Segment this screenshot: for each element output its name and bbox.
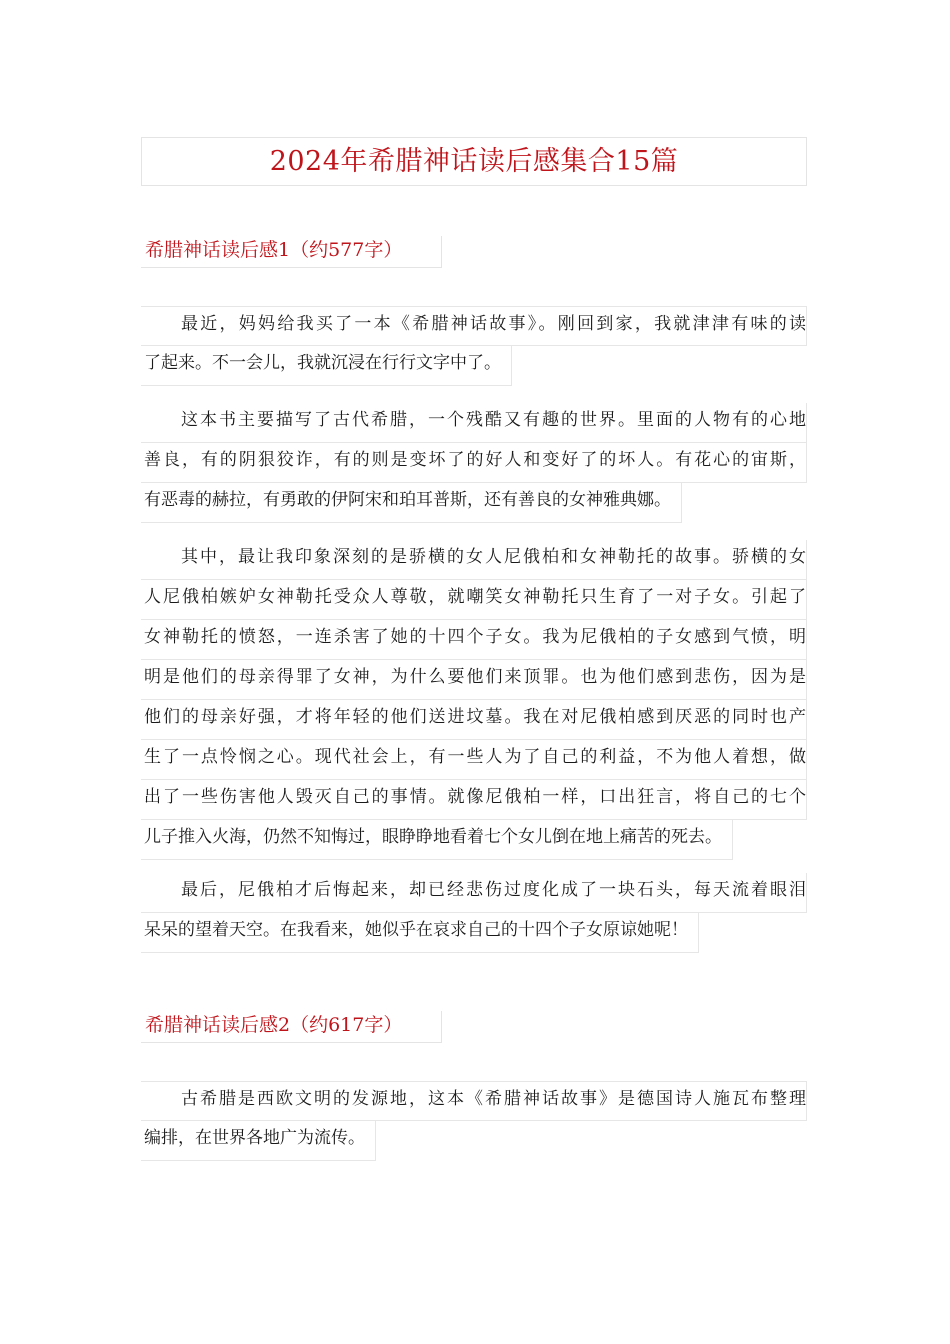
text-line: 最后，尼俄柏才后悔起来，却已经悲伤过度化成了一块石头，每天流着眼泪: [141, 873, 807, 913]
text-line: 最近，妈妈给我买了一本《希腊神话故事》。刚回到家，我就津津有味的读: [141, 306, 807, 346]
section-heading-2: 希腊神话读后感2（约617字）: [141, 1011, 442, 1043]
text-line: 有恶毒的赫拉，有勇敢的伊阿宋和珀耳普斯，还有善良的女神雅典娜。: [141, 483, 682, 523]
text-line: 人尼俄柏嫉妒女神勒托受众人尊敬，就嘲笑女神勒托只生育了一对子女。引起了: [141, 580, 807, 620]
paragraph: [141, 873, 807, 958]
paragraph: [141, 403, 807, 528]
text-line: 出了一些伤害他人毁灭自己的事情。就像尼俄柏一样，口出狂言，将自己的七个: [141, 780, 807, 820]
text-line: 古希腊是西欧文明的发源地，这本《希腊神话故事》是德国诗人施瓦布整理: [141, 1081, 807, 1121]
text-line: 这本书主要描写了古代希腊，一个残酷又有趣的世界。里面的人物有的心地: [141, 403, 807, 443]
text-line: 儿子推入火海，仍然不知悔过，眼睁睁地看着七个女儿倒在地上痛苦的死去。: [141, 820, 733, 860]
text-line: 善良，有的阴狠狡诈，有的则是变坏了的好人和变好了的坏人。有花心的宙斯，: [141, 443, 807, 483]
paragraph: [141, 1081, 807, 1166]
paragraph: [141, 306, 807, 391]
text-line: 编排，在世界各地广为流传。: [141, 1121, 376, 1161]
document-title: 2024年希腊神话读后感集合15篇: [269, 146, 679, 177]
text-line: 生了一点怜悯之心。现代社会上，有一些人为了自己的利益，不为他人着想，做: [141, 740, 807, 780]
text-line: 女神勒托的愤怒，一连杀害了她的十四个子女。我为尼俄柏的子女感到气愤，明: [141, 620, 807, 660]
section-heading-1: 希腊神话读后感1（约577字）: [141, 236, 442, 268]
text-line: 他们的母亲好强，才将年轻的他们送进坟墓。我在对尼俄柏感到厌恶的同时也产: [141, 700, 807, 740]
text-line: 其中，最让我印象深刻的是骄横的女人尼俄柏和女神勒托的故事。骄横的女: [141, 540, 807, 580]
text-line: 呆呆的望着天空。在我看来，她似乎在哀求自己的十四个子女原谅她呢！: [141, 913, 699, 953]
title-box: [141, 137, 807, 186]
text-line: 了起来。不一会儿，我就沉浸在行行文字中了。: [141, 346, 512, 386]
text-line: 明是他们的母亲得罪了女神，为什么要他们来顶罪。也为他们感到悲伤，因为是: [141, 660, 807, 700]
paragraph: [141, 540, 807, 865]
